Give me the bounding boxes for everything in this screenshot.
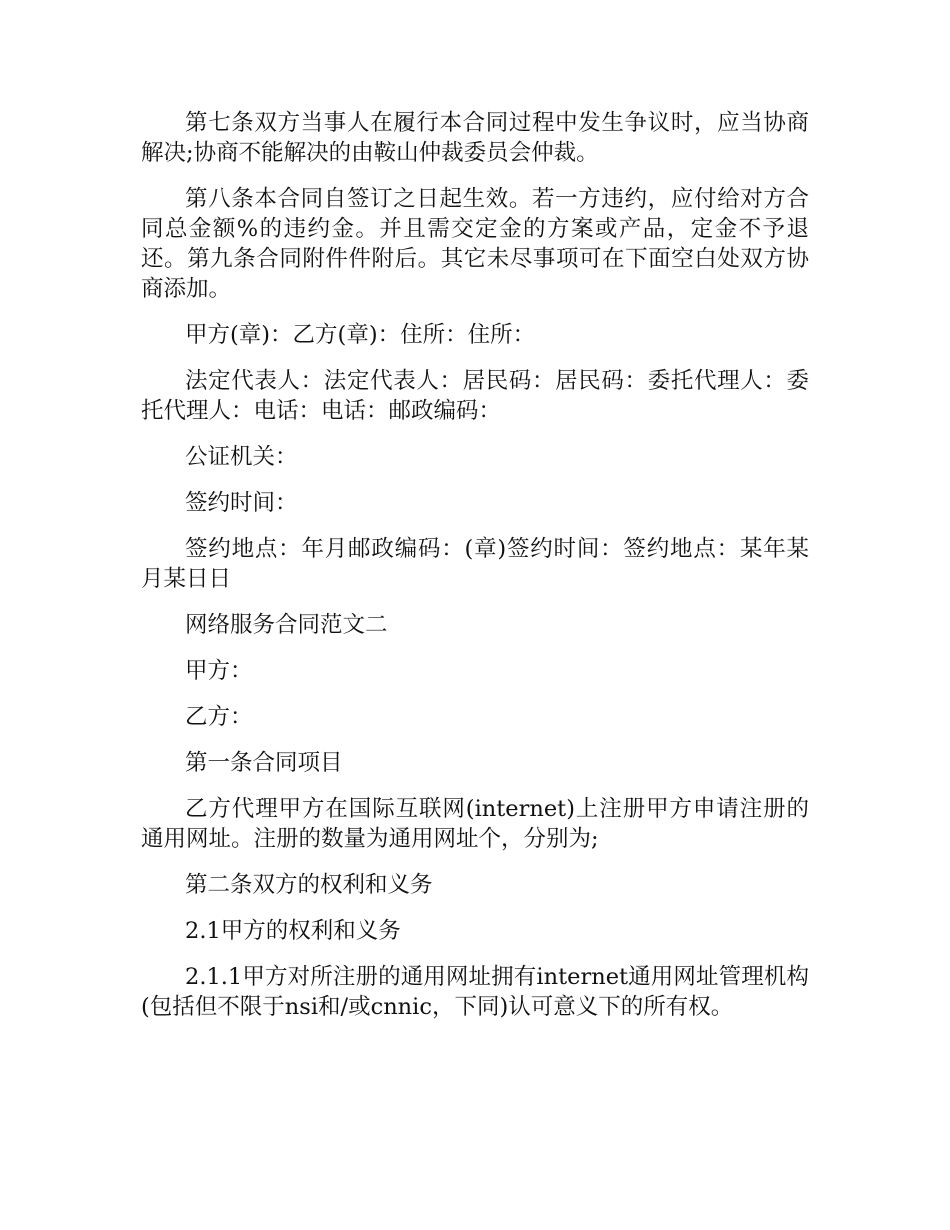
paragraph-party-a: 甲方： (185, 658, 253, 684)
paragraph-article-7: 第七条双方当事人在履行本合同过程中发生争议时，应当协商解决;协商不能解决的由鞍山仲裁委员会仲裁。 (141, 110, 809, 166)
article-2-heading: 第二条双方的权利和义务 (185, 872, 433, 898)
clause-2-1-heading: 2.1甲方的权利和义务 (185, 918, 401, 944)
article-1-heading: 第一条合同项目 (185, 750, 343, 776)
paragraph-article-1-body: 乙方代理甲方在国际互联网(internet)上注册甲方申请注册的通用网址。注册的数量为通用网址个，分别为; (141, 796, 809, 852)
paragraph-party-b: 乙方： (185, 704, 253, 730)
paragraph-notary: 公证机关： (185, 444, 298, 470)
section-heading-contract-two: 网络服务合同范文二 (185, 612, 388, 638)
paragraph-signing-time: 签约时间： (185, 490, 298, 516)
paragraph-article-8-9: 第八条本合同自签订之日起生效。若一方违约，应付给对方合同总金额%的违约金。并且需交定金的方案或产品，定金不予退还。第九条合同附件件附后。其它未尽事项可在下面空白处双方协商添加。 (141, 186, 809, 302)
clause-2-1-1: 2.1.1甲方对所注册的通用网址拥有internet通用网址管理机构(包括但不限于nsi和/或cnnic，下同)认可意义下的所有权。 (141, 964, 809, 1020)
document-page (141, 108, 809, 1038)
paragraph-signing-place: 签约地点：年月邮政编码：(章)签约时间：签约地点：某年某月某日日 (141, 536, 809, 592)
paragraph-party-seals: 甲方(章)：乙方(章)：住所：住所： (185, 322, 536, 348)
paragraph-representatives: 法定代表人：法定代表人：居民码：居民码：委托代理人：委托代理人：电话：电话：邮政编码： (141, 368, 809, 424)
